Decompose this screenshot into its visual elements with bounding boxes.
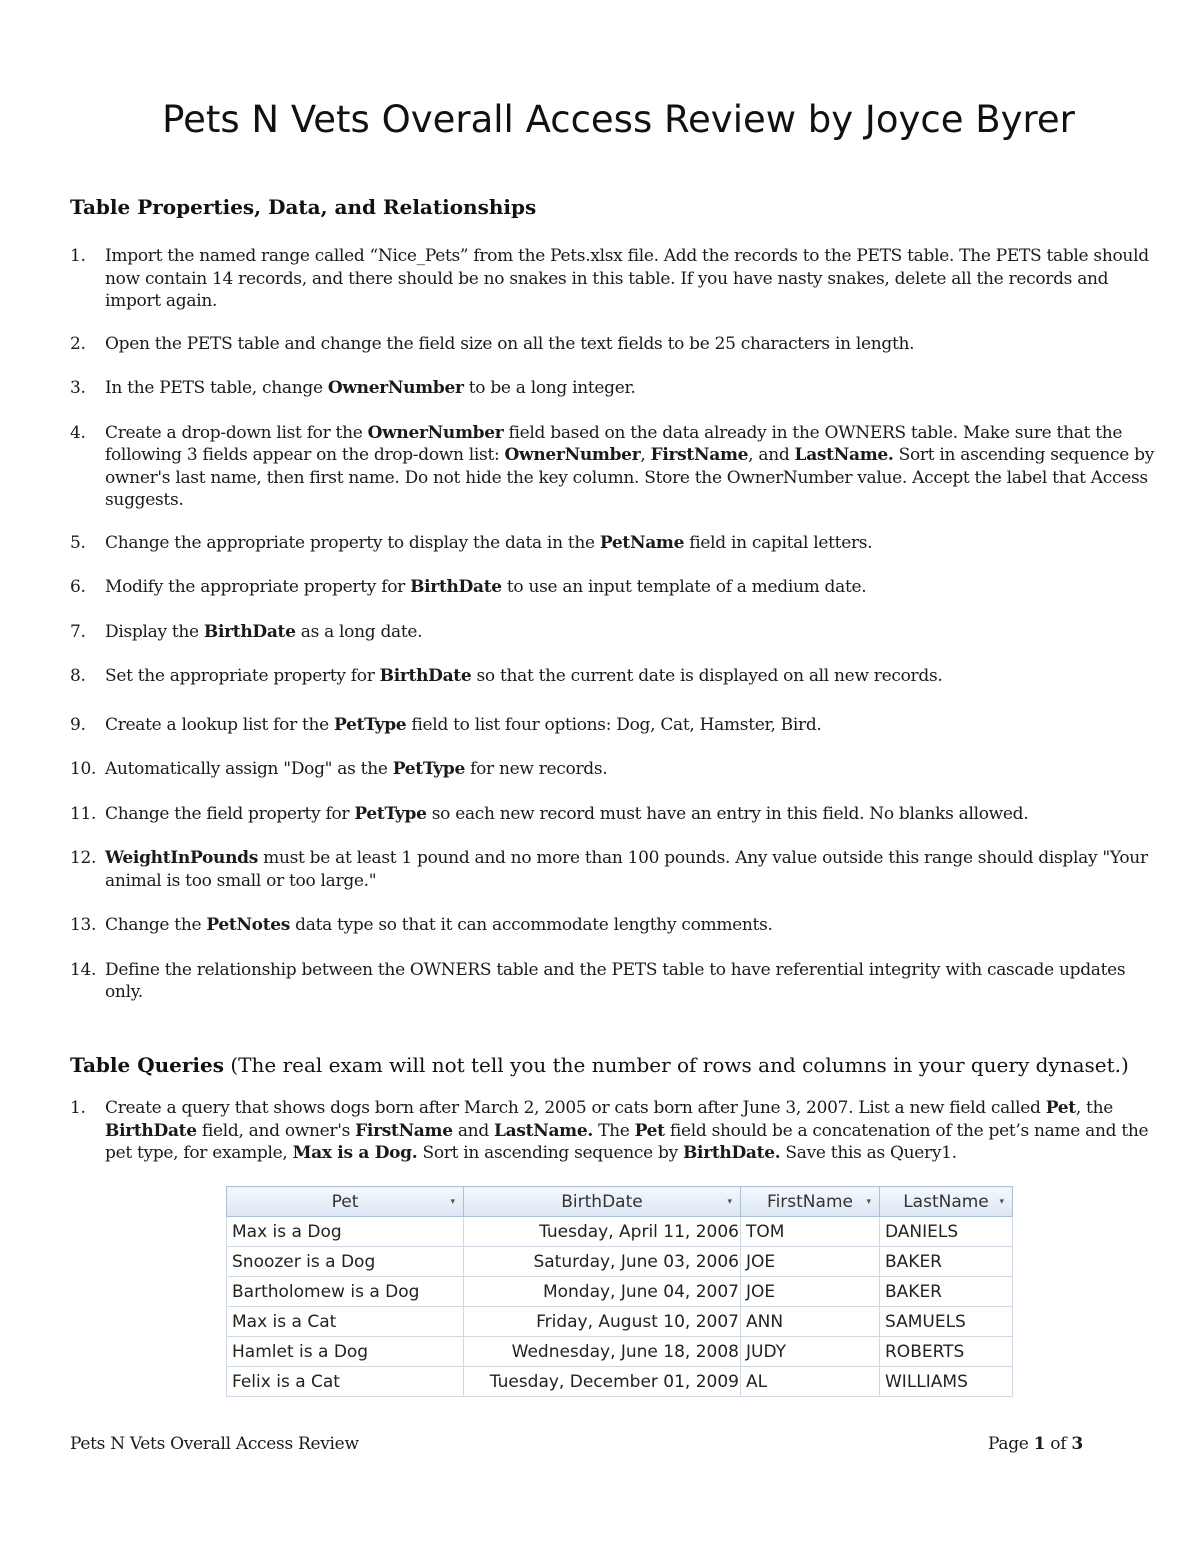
- instruction-text: ,: [640, 445, 651, 465]
- page-title: Pets N Vets Overall Access Review by Joyce Byrer: [162, 98, 1075, 141]
- list-item: [70, 621, 1165, 644]
- table-cell[interactable]: Friday, August 10, 2007: [464, 1307, 741, 1337]
- instruction-text: to be a long integer.: [463, 378, 636, 398]
- section-heading-text: Table Properties, Data, and Relationships: [70, 195, 537, 219]
- instruction-text: as a long date.: [295, 621, 423, 642]
- table-cell[interactable]: BAKER: [880, 1277, 1013, 1307]
- table-row[interactable]: [227, 1217, 1013, 1247]
- field-name: PetType: [392, 759, 465, 779]
- table-cell[interactable]: ROBERTS: [880, 1337, 1013, 1367]
- dropdown-arrow-icon[interactable]: ▾: [450, 1196, 455, 1207]
- field-name: PetName: [599, 532, 685, 553]
- column-header-birthdate[interactable]: [464, 1187, 741, 1217]
- section-heading-table-properties: [70, 195, 536, 219]
- instruction-text: , and: [748, 445, 795, 465]
- dropdown-arrow-icon[interactable]: ▾: [999, 1196, 1004, 1207]
- field-name: FirstName: [355, 1120, 453, 1141]
- instruction-text: Change the: [105, 915, 207, 935]
- field-name: FirstName: [650, 445, 749, 465]
- instruction-text: Set the appropriate property for: [105, 666, 380, 686]
- instruction-text: Automatically assign "Dog" as the: [105, 759, 393, 779]
- field-name: Pet: [634, 1120, 665, 1141]
- list-item: [70, 377, 1165, 400]
- list-item: [70, 665, 1165, 688]
- list-item-number: 12.: [70, 848, 97, 868]
- table-cell[interactable]: JOE: [741, 1277, 880, 1307]
- list-item-number: 6.: [70, 577, 86, 597]
- table-cell[interactable]: Tuesday, April 11, 2006: [464, 1217, 741, 1247]
- list-item-number: 1.: [70, 1098, 86, 1118]
- instruction-text: to use an input template of a medium date.: [501, 577, 867, 597]
- list-item: [70, 847, 1165, 892]
- table-cell[interactable]: Max is a Cat: [227, 1307, 464, 1337]
- list-item-number: 7.: [70, 621, 86, 642]
- table-cell[interactable]: Bartholomew is a Dog: [227, 1277, 464, 1307]
- list-item-number: 8.: [70, 666, 86, 686]
- list-item: [70, 576, 1165, 599]
- column-header-pet[interactable]: [227, 1187, 464, 1217]
- instruction-text: Define the relationship between the OWNERS table and the PETS table to have referential integrity with cascade updates only.: [105, 959, 1126, 1002]
- field-name: BirthDate.: [682, 1143, 781, 1163]
- section-heading-text: Table Queries: [70, 1053, 225, 1077]
- table-cell[interactable]: JUDY: [741, 1337, 880, 1367]
- table-cell[interactable]: DANIELS: [880, 1217, 1013, 1247]
- instruction-text: and: [452, 1120, 495, 1141]
- instruction-text: The: [592, 1120, 635, 1141]
- list-item: [70, 333, 1165, 356]
- page-of: of: [1045, 1434, 1072, 1454]
- column-header-lastname[interactable]: [880, 1187, 1013, 1217]
- footer-document-name: Pets N Vets Overall Access Review: [70, 1434, 359, 1454]
- list-item: [70, 758, 1165, 781]
- table-cell[interactable]: AL: [741, 1367, 880, 1397]
- field-name: PetNotes: [206, 915, 291, 935]
- list-item: [70, 245, 1165, 313]
- table-cell[interactable]: Hamlet is a Dog: [227, 1337, 464, 1367]
- table-properties-list: [70, 245, 1165, 1004]
- column-header-label: LastName: [903, 1191, 989, 1212]
- instruction-text: data type so that it can accommodate lengthy comments.: [290, 915, 773, 935]
- instruction-text: Modify the appropriate property for: [105, 577, 411, 597]
- list-item: [70, 422, 1165, 512]
- column-header-label: FirstName: [767, 1191, 853, 1212]
- instruction-text: Create a lookup list for the: [105, 714, 335, 735]
- instruction-text: In the PETS table, change: [105, 378, 328, 398]
- table-queries-list: [70, 1097, 1165, 1165]
- page-label: Page: [988, 1434, 1034, 1454]
- list-item-number: 3.: [70, 378, 86, 398]
- list-item-number: 5.: [70, 532, 86, 553]
- list-item: [70, 803, 1165, 826]
- table-cell[interactable]: TOM: [741, 1217, 880, 1247]
- instruction-text: field, and owner's: [196, 1120, 356, 1141]
- table-row[interactable]: [227, 1277, 1013, 1307]
- instruction-text: Create a drop-down list for the: [105, 422, 368, 443]
- list-item: [70, 1097, 1165, 1165]
- instruction-text: must be at least 1 pound and no more than 100 pounds. Any value outside this range should display "Your animal is too small or too large.": [105, 848, 1148, 891]
- table-cell[interactable]: Max is a Dog: [227, 1217, 464, 1247]
- instruction-text: Change the field property for: [105, 803, 355, 824]
- table-row[interactable]: [227, 1307, 1013, 1337]
- table-cell[interactable]: SAMUELS: [880, 1307, 1013, 1337]
- page-total: 3: [1071, 1434, 1083, 1454]
- instruction-text: Sort in ascending sequence by: [417, 1143, 683, 1163]
- query-result-table: [226, 1186, 1013, 1397]
- list-item-number: 10.: [70, 759, 97, 779]
- field-name: WeightInPounds: [105, 848, 259, 868]
- field-name: Pet: [1045, 1098, 1076, 1118]
- table-cell[interactable]: ANN: [741, 1307, 880, 1337]
- list-item-number: 13.: [70, 915, 97, 935]
- column-header-label: BirthDate: [561, 1191, 643, 1212]
- instruction-text: Open the PETS table and change the field size on all the text fields to be 25 characters in length.: [105, 333, 915, 354]
- instruction-text: field to list four options: Dog, Cat, Hamster, Bird.: [406, 714, 822, 735]
- table-row[interactable]: [227, 1247, 1013, 1277]
- instruction-text: Create a query that shows dogs born after March 2, 2005 or cats born after June 3, 2007. List a new field called: [105, 1098, 1046, 1118]
- instruction-text: so that the current date is displayed on all new records.: [471, 666, 943, 686]
- table-row[interactable]: [227, 1337, 1013, 1367]
- list-item-number: 1.: [70, 246, 86, 266]
- table-cell[interactable]: Tuesday, December 01, 2009: [464, 1367, 741, 1397]
- dropdown-arrow-icon[interactable]: ▾: [866, 1196, 871, 1207]
- field-name: OwnerNumber: [367, 422, 504, 443]
- instruction-text: for new records.: [464, 759, 608, 779]
- instruction-text: so each new record must have an entry in this field. No blanks allowed.: [426, 803, 1029, 824]
- table-cell[interactable]: Snoozer is a Dog: [227, 1247, 464, 1277]
- field-name: OwnerNumber: [327, 378, 464, 398]
- instruction-text: Sort in ascending sequence by owner's last name, then first name. Do not hide the key column. Store the OwnerNumber value. Accept the label that Access suggests.: [105, 445, 1154, 510]
- list-item-number: 14.: [70, 959, 97, 980]
- field-name: PetType: [334, 714, 407, 735]
- page-current: 1: [1033, 1434, 1046, 1454]
- list-item-number: 11.: [70, 803, 97, 824]
- section-heading-table-queries: [70, 1053, 1129, 1077]
- instruction-text: field based on the data already in the OWNERS table. Make sure that the following 3 fields appear on the drop-down list:: [105, 422, 1123, 465]
- instruction-text: Display the: [105, 621, 204, 642]
- field-name: LastName.: [494, 1120, 593, 1141]
- field-name: Max is a Dog.: [292, 1143, 418, 1163]
- footer-page-number: [988, 1434, 1083, 1454]
- field-name: PetType: [354, 803, 427, 824]
- dropdown-arrow-icon[interactable]: ▾: [727, 1196, 732, 1207]
- instruction-text: Import the named range called “Nice_Pets” from the Pets.xlsx file. Add the records to the PETS table. The PETS table should now contain 14 records, and there should be no snakes in this table. If you have nasty snakes, delete all the records and import again.: [105, 246, 1149, 311]
- table-cell[interactable]: BAKER: [880, 1247, 1013, 1277]
- table-cell[interactable]: Felix is a Cat: [227, 1367, 464, 1397]
- list-item-number: 4.: [70, 422, 86, 443]
- instruction-text: Save this as Query1.: [780, 1143, 957, 1163]
- table-cell[interactable]: JOE: [741, 1247, 880, 1277]
- instruction-text: field should be a concatenation of the pet’s name and the pet type, for example,: [105, 1120, 1149, 1163]
- instruction-text: , the: [1075, 1098, 1113, 1118]
- table-header-row: [227, 1187, 1013, 1217]
- table-cell[interactable]: WILLIAMS: [880, 1367, 1013, 1397]
- field-name: BirthDate: [379, 666, 472, 686]
- instruction-text: field in capital letters.: [684, 532, 873, 553]
- list-item: [70, 914, 1165, 937]
- list-item-number: 9.: [70, 714, 86, 735]
- list-item: [70, 532, 1165, 555]
- table-cell[interactable]: Saturday, June 03, 2006: [464, 1247, 741, 1277]
- field-name: BirthDate: [410, 577, 502, 597]
- instruction-text: Change the appropriate property to display the data in the: [105, 532, 600, 553]
- field-name: BirthDate: [105, 1120, 197, 1141]
- table-cell[interactable]: Wednesday, June 18, 2008: [464, 1337, 741, 1367]
- table-row[interactable]: [227, 1367, 1013, 1397]
- field-name: BirthDate: [203, 621, 296, 642]
- column-header-firstname[interactable]: [741, 1187, 880, 1217]
- list-item: [70, 959, 1165, 1004]
- list-item-number: 2.: [70, 333, 86, 354]
- section-heading-note: (The real exam will not tell you the number of rows and columns in your query dynaset.): [224, 1053, 1129, 1077]
- table-cell[interactable]: Monday, June 04, 2007: [464, 1277, 741, 1307]
- field-name: OwnerNumber: [504, 445, 641, 465]
- column-header-label: Pet: [331, 1191, 359, 1212]
- list-item: [70, 714, 1165, 737]
- field-name: LastName.: [794, 445, 894, 465]
